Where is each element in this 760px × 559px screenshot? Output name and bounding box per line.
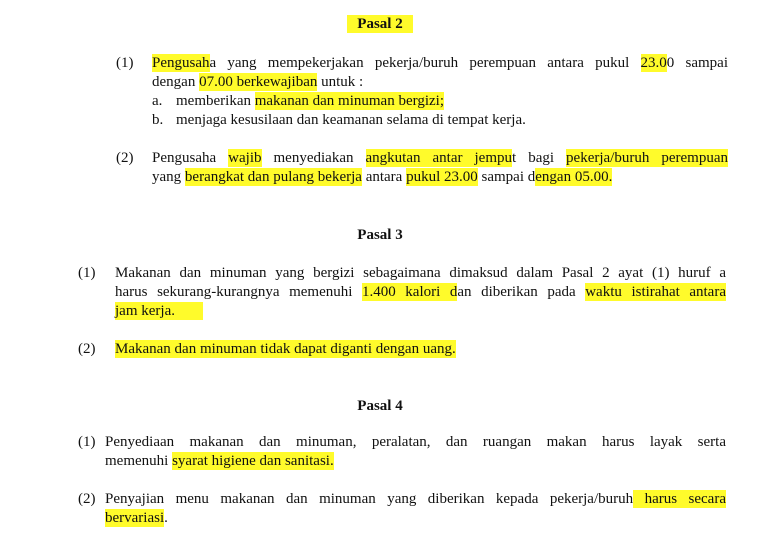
pasal-4-title: Pasal 4 [357, 398, 403, 414]
body-text: antara [361, 169, 407, 185]
pasal-3-paragraph-1 [78, 264, 726, 321]
list-item-b [152, 111, 728, 130]
highlight-text: harus secara [633, 491, 726, 507]
body-text: an diberikan pada [457, 284, 586, 300]
highlight-text: 07.00 berkewajiban [199, 74, 318, 90]
pasal-4-paragraph-2 [78, 490, 726, 528]
highlight-text: 1.400 kalori d [361, 284, 458, 300]
list-letter: a. [152, 93, 163, 109]
body-text: menyediakan [261, 150, 366, 166]
body-text: memenuhi [105, 453, 173, 469]
paragraph-number: (1) [78, 434, 96, 450]
paragraph-number: (2) [78, 491, 96, 507]
body-text: Penyajian menu makanan dan minuman yang diberikan kepada pekerja/buruh [105, 491, 634, 507]
list-letter: b. [152, 112, 164, 128]
highlight-text: pukul 23.00 [406, 169, 478, 185]
paragraph-number: (2) [116, 150, 134, 166]
body-text: sampai d [477, 169, 536, 185]
pasal-3-paragraph-2 [78, 340, 726, 359]
paragraph-number: (2) [78, 341, 96, 357]
pasal-2-heading [0, 15, 760, 34]
highlight-text: Pengusah [152, 55, 210, 71]
paragraph-body [115, 264, 726, 321]
body-text: dengan [152, 74, 200, 90]
pasal-3-title: Pasal 3 [357, 227, 403, 243]
pasal-2-paragraph-1 [116, 54, 728, 130]
body-text: . [164, 510, 168, 526]
highlight-text: wajib [228, 150, 262, 166]
highlight-text: pekerja/buruh perempuan [566, 150, 728, 166]
body-text: harus sekurang-kurangnya memenuhi [115, 284, 362, 300]
highlight-text: syarat higiene dan sanitasi. [172, 453, 334, 469]
body-text: Makanan dan minuman yang bergizi sebagaimana dimaksud dalam Pasal 2 ayat (1) huruf a [115, 265, 726, 281]
highlight-text: waktu istirahat antara [585, 284, 726, 300]
body-text: memberikan [176, 93, 255, 109]
paragraph-body [105, 490, 726, 528]
highlight-text: Makanan dan minuman tidak dapat diganti dengan uang. [115, 341, 456, 357]
body-text: Penyediaan makanan dan minuman, peralatan, dan ruangan makan harus layak serta [105, 434, 726, 450]
body-text: menjaga kesusilaan dan keamanan selama di tempat kerja. [176, 112, 526, 128]
pasal-4-heading [0, 397, 760, 416]
pasal-3-heading [0, 226, 760, 245]
paragraph-number: (1) [78, 265, 96, 281]
pasal-2-paragraph-2 [116, 149, 728, 187]
paragraph-body [152, 54, 728, 130]
highlight-text: angkutan antar jempu [365, 150, 513, 166]
list-item-a [152, 92, 728, 111]
highlight-text: makanan dan minuman bergizi; [254, 93, 444, 109]
highlight-text: bervariasi [105, 510, 165, 526]
pasal-4-paragraph-1 [78, 433, 726, 471]
highlight-text: jam kerja. [115, 302, 203, 320]
body-text: untuk : [317, 74, 364, 90]
body-text: t bagi [512, 150, 567, 166]
body-text: 0 sampai [666, 55, 728, 71]
body-text: a yang mempekerjakan pekerja/buruh perempuan antara pukul [209, 55, 641, 71]
body-text: Pengusaha [152, 150, 229, 166]
highlight-text: engan 05.00. [535, 169, 613, 185]
highlight-text: 23.0 [640, 55, 667, 71]
paragraph-body [105, 433, 726, 471]
body-text: yang [152, 169, 185, 185]
paragraph-number: (1) [116, 55, 134, 71]
paragraph-body [152, 149, 728, 187]
highlight-text: berangkat dan pulang bekerja [184, 169, 362, 185]
paragraph-body [115, 340, 456, 359]
pasal-2-title: Pasal 2 [347, 15, 412, 33]
